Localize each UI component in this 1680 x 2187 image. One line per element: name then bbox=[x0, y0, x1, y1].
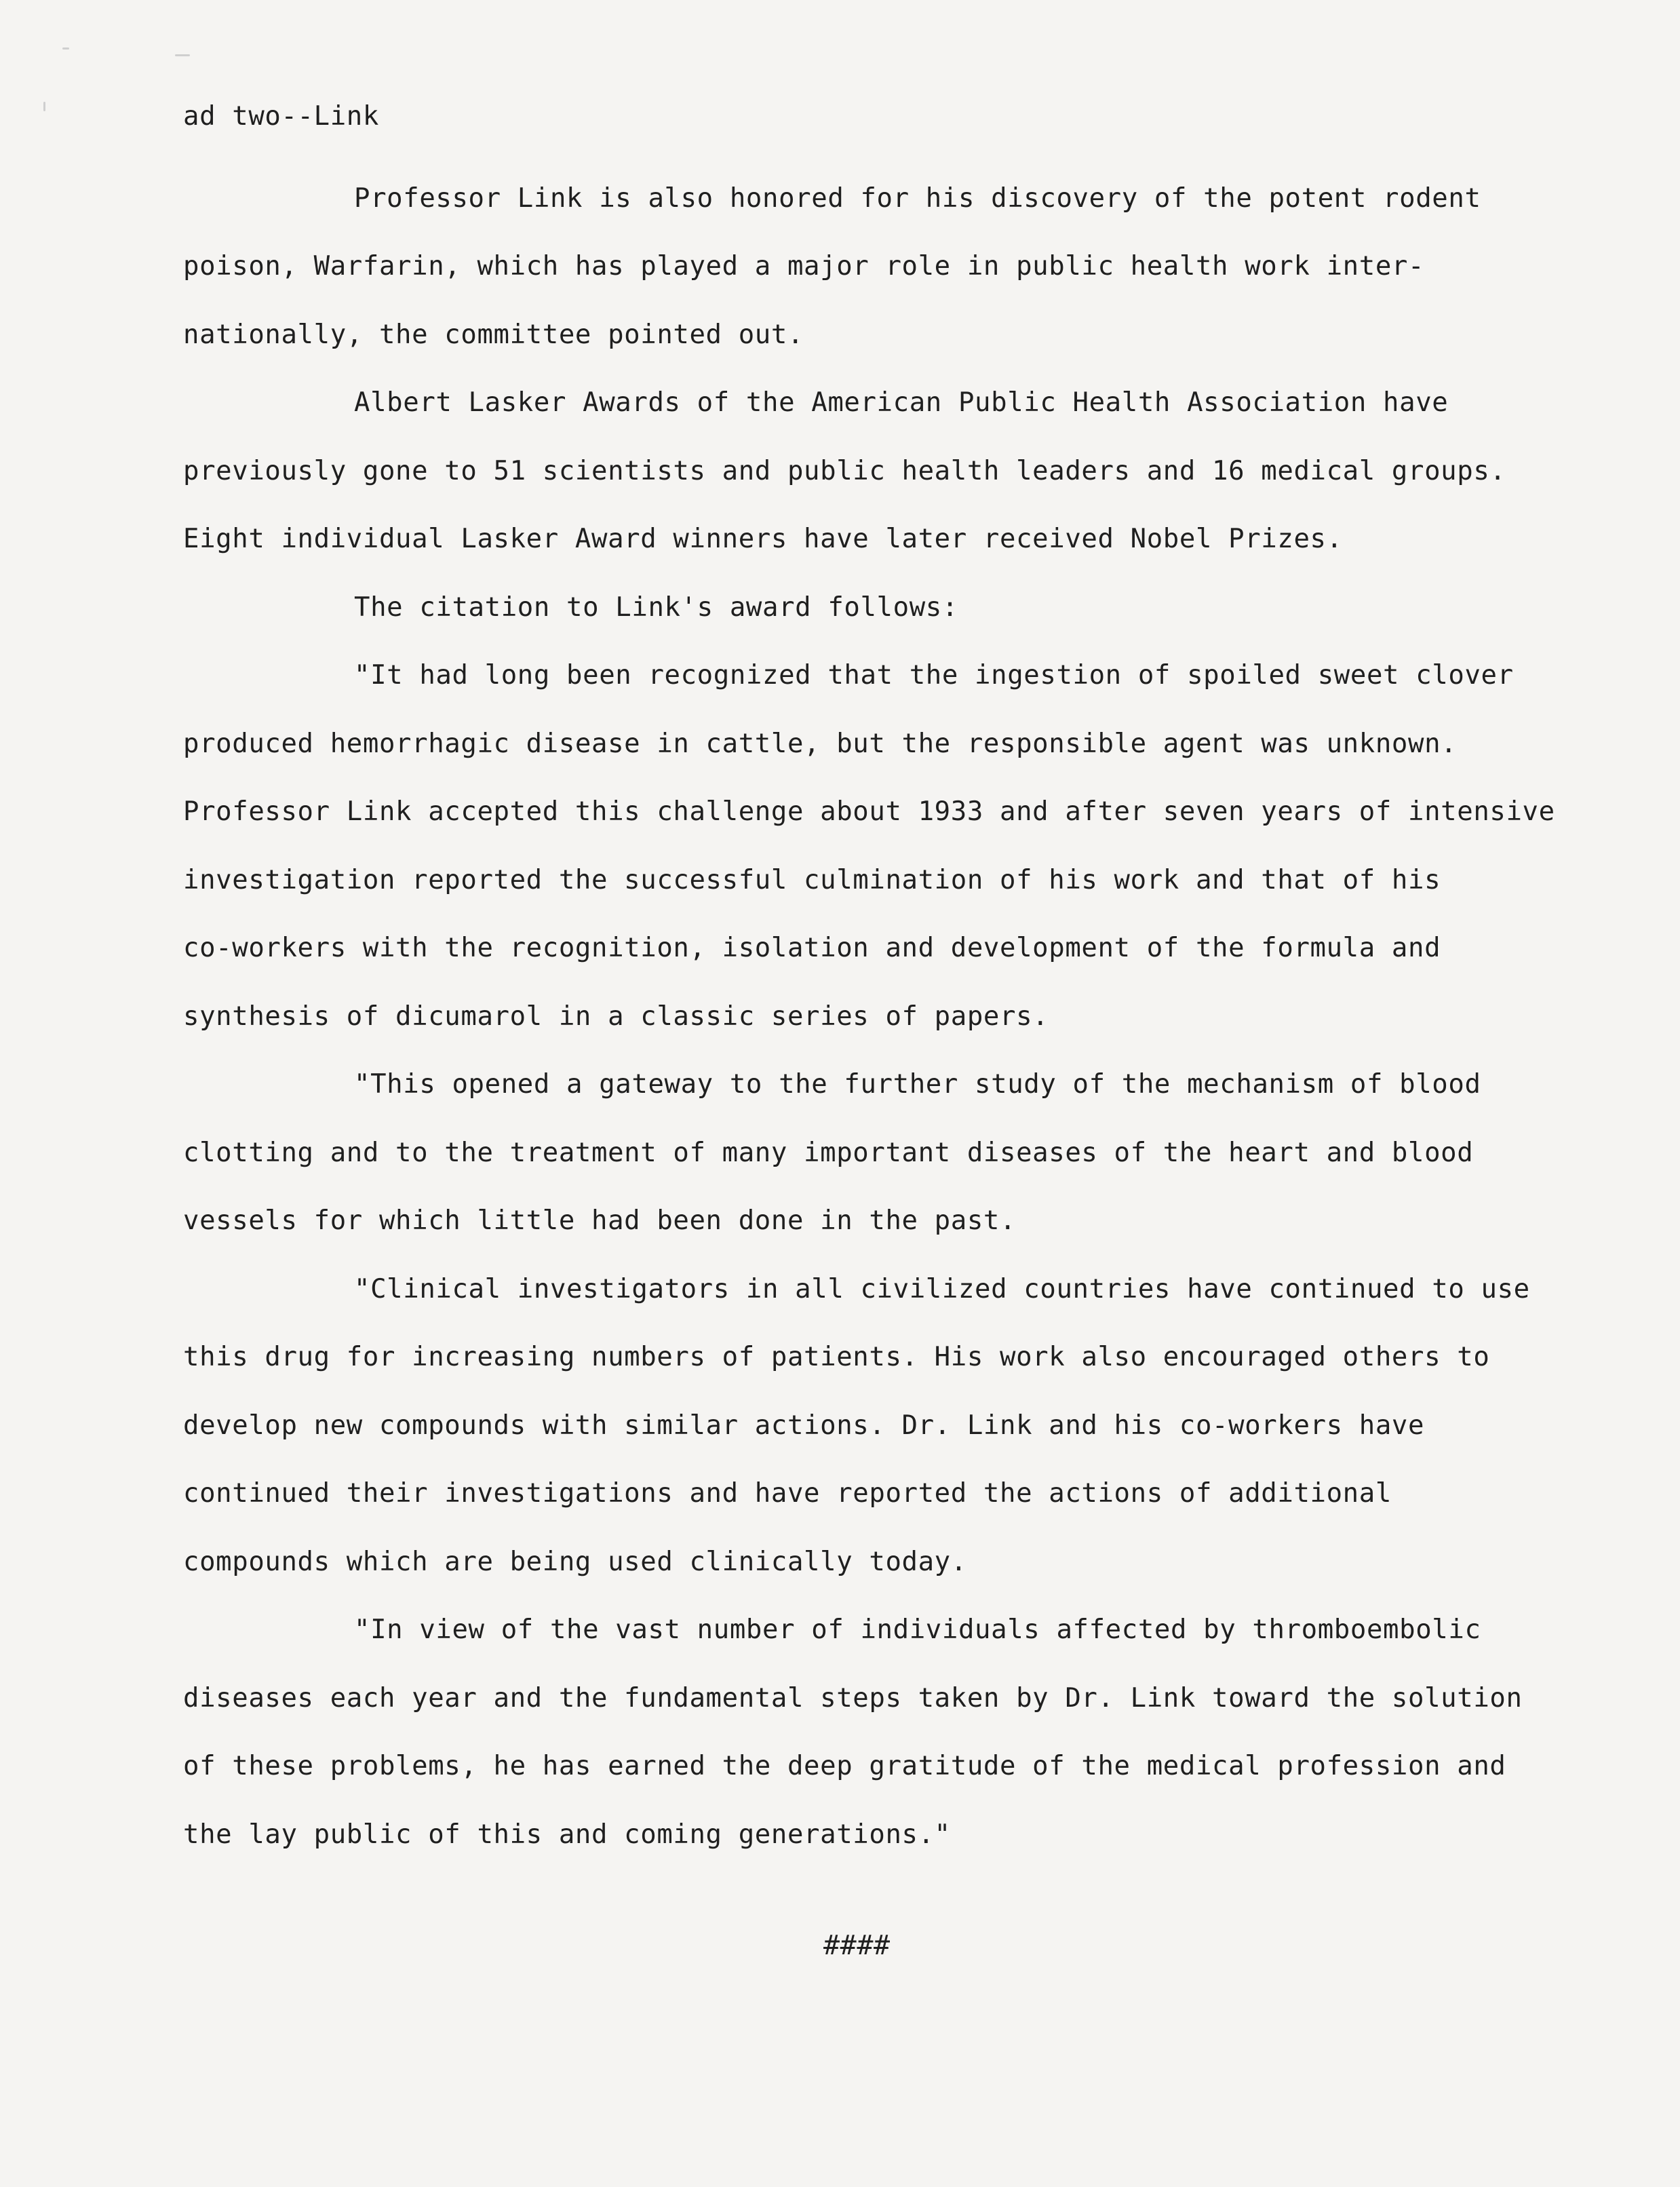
text-line: Albert Lasker Awards of the American Public Health Association have bbox=[354, 387, 1449, 418]
text-line: vessels for which little had been done in the past. bbox=[183, 1205, 1017, 1236]
text-line: of these problems, he has earned the deep gratitude of the medical profession and bbox=[183, 1751, 1506, 1781]
text-line: "It had long been recognized that the ingestion of spoiled sweet clover bbox=[354, 660, 1514, 691]
text-line: clotting and to the treatment of many important diseases of the heart and blood bbox=[183, 1138, 1474, 1168]
text-line: poison, Warfarin, which has played a major role in public health work inter- bbox=[183, 251, 1425, 282]
end-mark: #### bbox=[823, 1930, 891, 1961]
text-line: previously gone to 51 scientists and public health leaders and 16 medical groups. bbox=[183, 456, 1506, 486]
text-line: compounds which are being used clinically today. bbox=[183, 1547, 967, 1577]
paper-mark bbox=[43, 102, 45, 111]
text-line: synthesis of dicumarol in a classic series of papers. bbox=[183, 1001, 1049, 1032]
text-line: nationally, the committee pointed out. bbox=[183, 320, 804, 350]
text-line: continued their investigations and have reported the actions of additional bbox=[183, 1478, 1392, 1509]
text-line: this drug for increasing numbers of patients. His work also encouraged others to bbox=[183, 1342, 1490, 1372]
text-line: "Clinical investigators in all civilized countries have continued to use bbox=[354, 1274, 1530, 1304]
paper-mark bbox=[62, 47, 69, 50]
paper-mark bbox=[175, 54, 190, 56]
text-line: produced hemorrhagic disease in cattle, but the responsible agent was unknown. bbox=[183, 729, 1458, 759]
text-line: Professor Link is also honored for his discovery of the potent rodent bbox=[354, 183, 1481, 214]
text-line: "This opened a gateway to the further study of the mechanism of blood bbox=[354, 1069, 1481, 1100]
text-line: The citation to Link's award follows: bbox=[354, 592, 958, 623]
text-line: Eight individual Lasker Award winners have later received Nobel Prizes. bbox=[183, 524, 1343, 554]
text-line: the lay public of this and coming generations." bbox=[183, 1819, 951, 1850]
text-line: Professor Link accepted this challenge about 1933 and after seven years of intensive bbox=[183, 796, 1555, 827]
text-line: diseases each year and the fundamental steps taken by Dr. Link toward the solution bbox=[183, 1683, 1523, 1714]
text-line: develop new compounds with similar actions. Dr. Link and his co-workers have bbox=[183, 1410, 1425, 1441]
text-line: investigation reported the successful culmination of his work and that of his bbox=[183, 865, 1441, 895]
text-line: "In view of the vast number of individuals affected by thromboembolic bbox=[354, 1614, 1481, 1645]
text-line: co-workers with the recognition, isolation and development of the formula and bbox=[183, 933, 1441, 963]
page-header: ad two--Link bbox=[183, 101, 379, 132]
